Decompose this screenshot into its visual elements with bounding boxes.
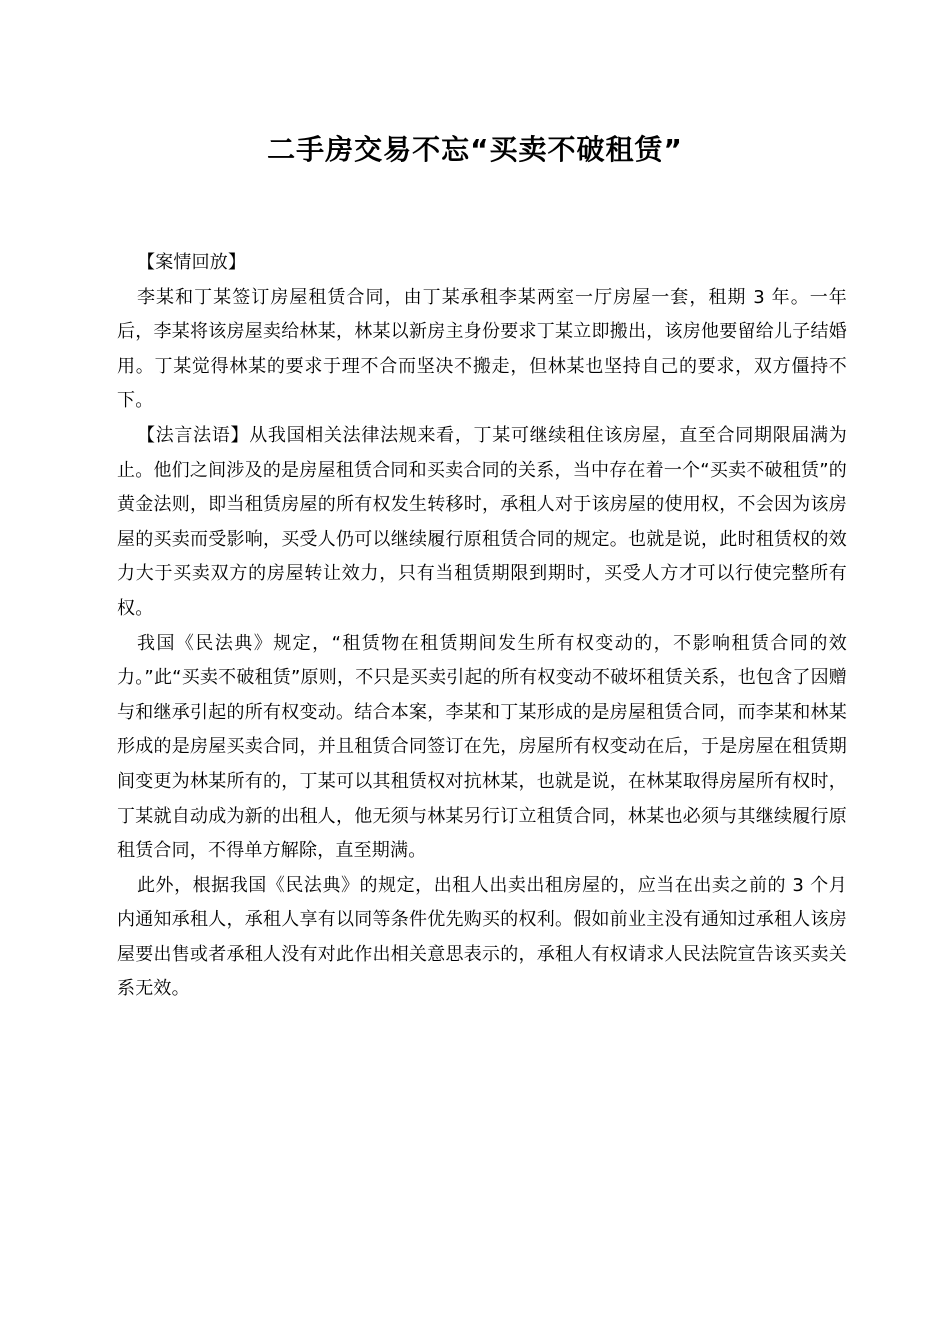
case-review-paragraph: 李某和丁某签订房屋租赁合同，由丁某承租李某两室一厅房屋一套，租期 3 年。一年后，李某将该房屋卖给林某，林某以新房主身份要求丁某立即搬出，该房他要留给儿子结婚用。丁某觉得林某的要求于理不合而坚决不搬走，但林某也坚持自己的要求，双方僵持不下。 bbox=[117, 286, 847, 412]
priority-purchase-paragraph: 此外，根据我国《民法典》的规定，出租人出卖出租房屋的，应当在出卖之前的 3 个月内通知承租人，承租人享有以同等条件优先购买的权利。假如前业主没有通知过承租人该房屋要出售或者承租人没有对此作出相关意思表示的，承租人有权请求人民法院宣告该买卖关系无效。 bbox=[117, 874, 847, 1000]
document-title: 二手房交易不忘“买卖不破租赁” bbox=[267, 133, 683, 166]
legal-analysis-text: 从我国相关法律法规来看，丁某可继续租住该房屋，直至合同期限届满为止。他们之间涉及的是房屋租赁合同和买卖合同的关系，当中存在着一个“买卖不破租赁”的黄金法则，即当租赁房屋的所有权发生转移时，承租人对于该房屋的使用权，不会因为该房屋的买卖而受影响，买受人仍可以继续履行原租赁合同的规定。也就是说，此时租赁权的效力大于买卖双方的房屋转让效力，只有当租赁期限到期时，买受人方才可以行使完整所有权。 bbox=[117, 424, 847, 619]
legal-analysis-paragraph bbox=[117, 419, 847, 627]
civil-code-paragraph: 我国《民法典》规定，“租赁物在租赁期间发生所有权变动的，不影响租赁合同的效力。”此“买卖不破租赁”原则，不只是买卖引起的所有权变动不破坏租赁关系，也包含了因赠与和继承引起的所有权变动。结合本案，李某和丁某形成的是房屋租赁合同，而李某和林某形成的是房屋买卖合同，并且租赁合同签订在先，房屋所有权变动在后，于是房屋在租赁期间变更为林某所有的，丁某可以其租赁权对抗林某，也就是说，在林某取得房屋所有权时，丁某就自动成为新的出租人，他无须与林某另行订立租赁合同，林某也必须与其继续履行原租赁合同，不得单方解除，直至期满。 bbox=[117, 632, 847, 862]
case-review-heading: 【案情回放】 bbox=[137, 252, 247, 273]
document-body bbox=[117, 246, 847, 1007]
legal-analysis-heading: 【法言法语】 bbox=[137, 424, 250, 446]
